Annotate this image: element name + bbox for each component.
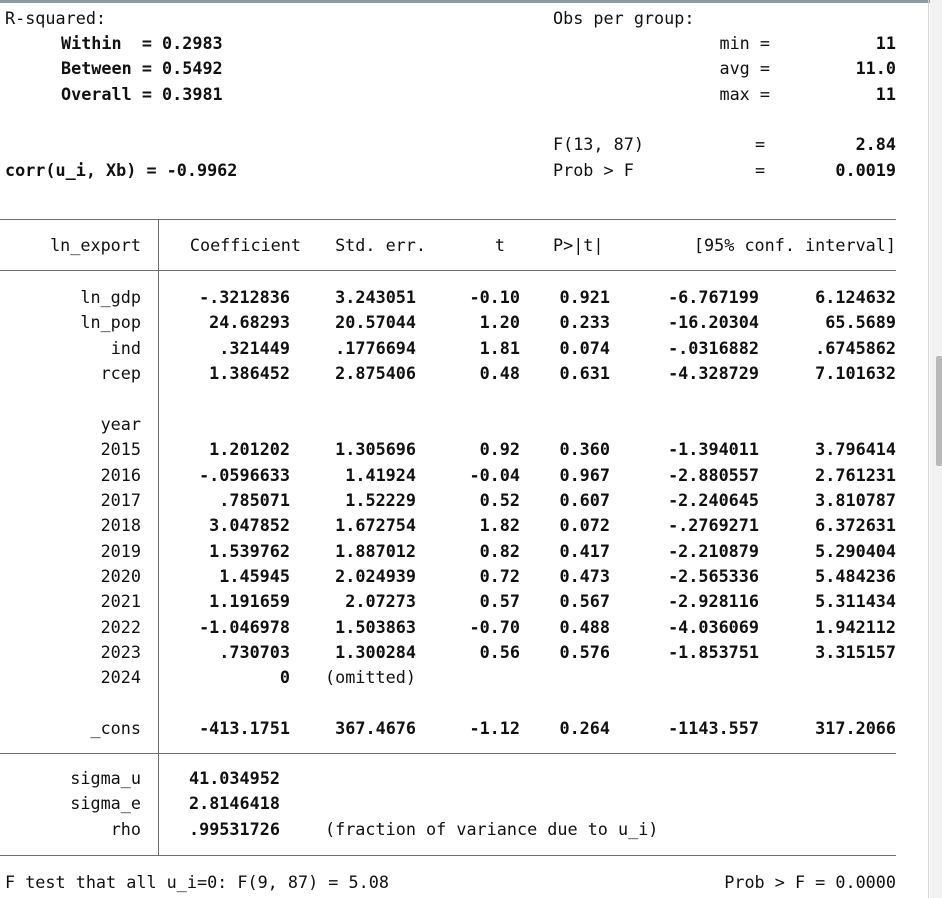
ci-upper-value: .6745862: [815, 337, 896, 358]
coef-value: .785071: [219, 489, 290, 510]
p-value: 0.576: [559, 641, 610, 662]
col-header-std-err: Std. err.: [335, 235, 426, 255]
row-label: 2018: [100, 515, 141, 536]
row-label: ln_gdp: [80, 287, 141, 307]
coef-value: -413.1751: [199, 718, 290, 738]
t-value: 0.52: [479, 489, 520, 510]
ci-lower-value: -2.880557: [668, 464, 759, 485]
coef-value: .730703: [219, 641, 290, 662]
corr-ui-xb: corr(u_i, Xb) = -0.9962: [5, 160, 238, 180]
ci-lower-value: -2.565336: [668, 565, 759, 586]
ci-lower-value: -1143.557: [668, 718, 759, 738]
ci-upper-value: 3.315157: [815, 641, 896, 662]
stderr-value: 1.887012: [335, 540, 416, 561]
t-value: 1.81: [479, 337, 520, 358]
row-label: 2019: [100, 540, 141, 561]
table-top-rule: [0, 219, 896, 220]
ci-lower-value: -.2769271: [668, 515, 759, 536]
obs-per-group-label: Obs per group:: [553, 8, 695, 28]
row-label: 2021: [100, 591, 141, 612]
ci-upper-value: 3.810787: [815, 489, 896, 510]
p-value: 0.607: [559, 489, 610, 510]
ci-lower-value: -16.20304: [668, 312, 759, 333]
ci-upper-value: 5.484236: [815, 565, 896, 586]
sigma-label: sigma_u: [70, 768, 141, 788]
ci-lower-value: -4.036069: [668, 616, 759, 637]
col-header-pvalue: P>|t|: [553, 235, 604, 255]
t-value: -0.70: [469, 616, 520, 637]
row-label: year: [100, 413, 141, 434]
p-value: 0.631: [559, 363, 610, 384]
ci-upper-value: 1.942112: [815, 616, 896, 637]
ci-upper-value: 2.761231: [815, 464, 896, 485]
ci-lower-value: -2.240645: [668, 489, 759, 510]
stderr-value: 1.41924: [345, 464, 416, 485]
coef-value: 1.539762: [209, 540, 290, 561]
f-stat-label: F(13, 87): [553, 134, 644, 154]
row-label: 2017: [100, 489, 141, 510]
t-value: 0.48: [479, 363, 520, 384]
stderr-value: 2.875406: [335, 363, 416, 384]
table-bottom-rule: [0, 855, 896, 856]
prob-f-value: 0.0019: [835, 160, 896, 180]
p-value: 0.264: [559, 718, 610, 738]
scrollbar-thumb[interactable]: [936, 356, 942, 466]
ci-upper-value: 7.101632: [815, 363, 896, 384]
prob-f-label: Prob > F: [553, 160, 634, 180]
ci-upper-value: 317.2066: [815, 718, 896, 738]
stderr-value: 2.024939: [335, 565, 416, 586]
ci-lower-value: -1.853751: [668, 641, 759, 662]
t-value: 0.57: [479, 591, 520, 612]
coef-value: -.0596633: [199, 464, 290, 485]
ci-upper-value: 65.5689: [825, 312, 896, 333]
coef-bottom-rule: [0, 753, 896, 754]
rho-note: (fraction of variance due to u_i): [325, 818, 659, 839]
rsquared-overall: Overall = 0.3981: [61, 84, 223, 104]
ci-upper-value: 6.124632: [815, 287, 896, 307]
f-stat-value: 2.84: [855, 134, 896, 154]
ci-lower-value: -.0316882: [668, 337, 759, 358]
obs-avg-value: 11.0: [855, 58, 896, 78]
prob-f-equals: =: [755, 160, 766, 180]
row-label: 2016: [100, 464, 141, 485]
p-value: 0.233: [559, 312, 610, 333]
row-label: 2020: [100, 565, 141, 586]
t-value: 0.92: [479, 439, 520, 460]
p-value: 0.417: [559, 540, 610, 561]
coef-value: 1.191659: [209, 591, 290, 612]
stderr-value: 367.4676: [335, 718, 416, 738]
stderr-value: 2.07273: [345, 591, 416, 612]
obs-avg-label: avg =: [719, 58, 770, 78]
row-label: ind: [110, 337, 141, 358]
row-label: _cons: [90, 718, 141, 738]
ftest-prob: Prob > F = 0.0000: [724, 872, 896, 892]
p-value: 0.074: [559, 337, 610, 358]
ci-lower-value: -2.928116: [668, 591, 759, 612]
stderr-value: 3.243051: [335, 287, 416, 307]
row-label: 2022: [100, 616, 141, 637]
ci-upper-value: 6.372631: [815, 515, 896, 536]
p-value: 0.921: [559, 287, 610, 307]
p-value: 0.567: [559, 591, 610, 612]
t-value: -0.10: [469, 287, 520, 307]
rsquared-within: Within = 0.2983: [61, 33, 223, 53]
col-header-coefficient: Coefficient: [189, 235, 301, 255]
row-label: ln_pop: [80, 312, 141, 333]
t-value: 1.20: [479, 312, 520, 333]
coef-value: 1.386452: [209, 363, 290, 384]
stderr-value: (omitted): [325, 667, 416, 688]
window-right-border: [928, 0, 929, 898]
stderr-value: 20.57044: [335, 312, 416, 333]
p-value: 0.967: [559, 464, 610, 485]
t-value: -0.04: [469, 464, 520, 485]
ftest-all-ui: F test that all u_i=0: F(9, 87) = 5.08: [5, 872, 389, 892]
col-header-conf-interval: [95% conf. interval]: [693, 235, 896, 255]
sigma-label: sigma_e: [70, 793, 141, 814]
coef-value: -.3212836: [199, 287, 290, 307]
ci-lower-value: -4.328729: [668, 363, 759, 384]
sigma-label: rho: [110, 818, 141, 839]
stderr-value: .1776694: [335, 337, 416, 358]
coef-value: 0: [279, 667, 290, 688]
stderr-value: 1.52229: [345, 489, 416, 510]
stderr-value: 1.503863: [335, 616, 416, 637]
p-value: 0.488: [559, 616, 610, 637]
stderr-value: 1.305696: [335, 439, 416, 460]
row-label: 2023: [100, 641, 141, 662]
obs-min-value: 11: [875, 33, 896, 53]
p-value: 0.360: [559, 439, 610, 460]
ci-lower-value: -1.394011: [668, 439, 759, 460]
t-value: 0.82: [479, 540, 520, 561]
stderr-value: 1.300284: [335, 641, 416, 662]
stderr-value: 1.672754: [335, 515, 416, 536]
sigma-value: .99531726: [189, 818, 280, 839]
sigma-value: 41.034952: [189, 768, 280, 788]
col-header-depvar: ln_export: [50, 235, 141, 255]
p-value: 0.473: [559, 565, 610, 586]
col-header-t: t: [494, 235, 505, 255]
sigma-value: 2.8146418: [189, 793, 280, 814]
window-top-border: [0, 0, 942, 3]
ci-lower-value: -6.767199: [668, 287, 759, 307]
t-value: -1.12: [469, 718, 520, 738]
coef-value: .321449: [219, 337, 290, 358]
obs-max-value: 11: [875, 84, 896, 104]
rsquared-between: Between = 0.5492: [61, 58, 223, 78]
row-label: 2024: [100, 667, 141, 688]
coef-value: 1.201202: [209, 439, 290, 460]
coef-value: 3.047852: [209, 515, 290, 536]
ci-upper-value: 3.796414: [815, 439, 896, 460]
ci-upper-value: 5.311434: [815, 591, 896, 612]
obs-min-label: min =: [719, 33, 770, 53]
t-value: 1.82: [479, 515, 520, 536]
row-label: rcep: [100, 363, 141, 384]
column-separator: [158, 219, 159, 855]
header-bottom-rule: [0, 270, 896, 271]
t-value: 0.56: [479, 641, 520, 662]
coef-value: -1.046978: [199, 616, 290, 637]
coef-value: 24.68293: [209, 312, 290, 333]
ci-lower-value: -2.210879: [668, 540, 759, 561]
rsquared-label: R-squared:: [5, 8, 107, 28]
coef-value: 1.45945: [219, 565, 290, 586]
ci-upper-value: 5.290404: [815, 540, 896, 561]
row-label: 2015: [100, 439, 141, 460]
f-stat-equals: =: [755, 134, 766, 154]
obs-max-label: max =: [719, 84, 770, 104]
p-value: 0.072: [559, 515, 610, 536]
t-value: 0.72: [479, 565, 520, 586]
